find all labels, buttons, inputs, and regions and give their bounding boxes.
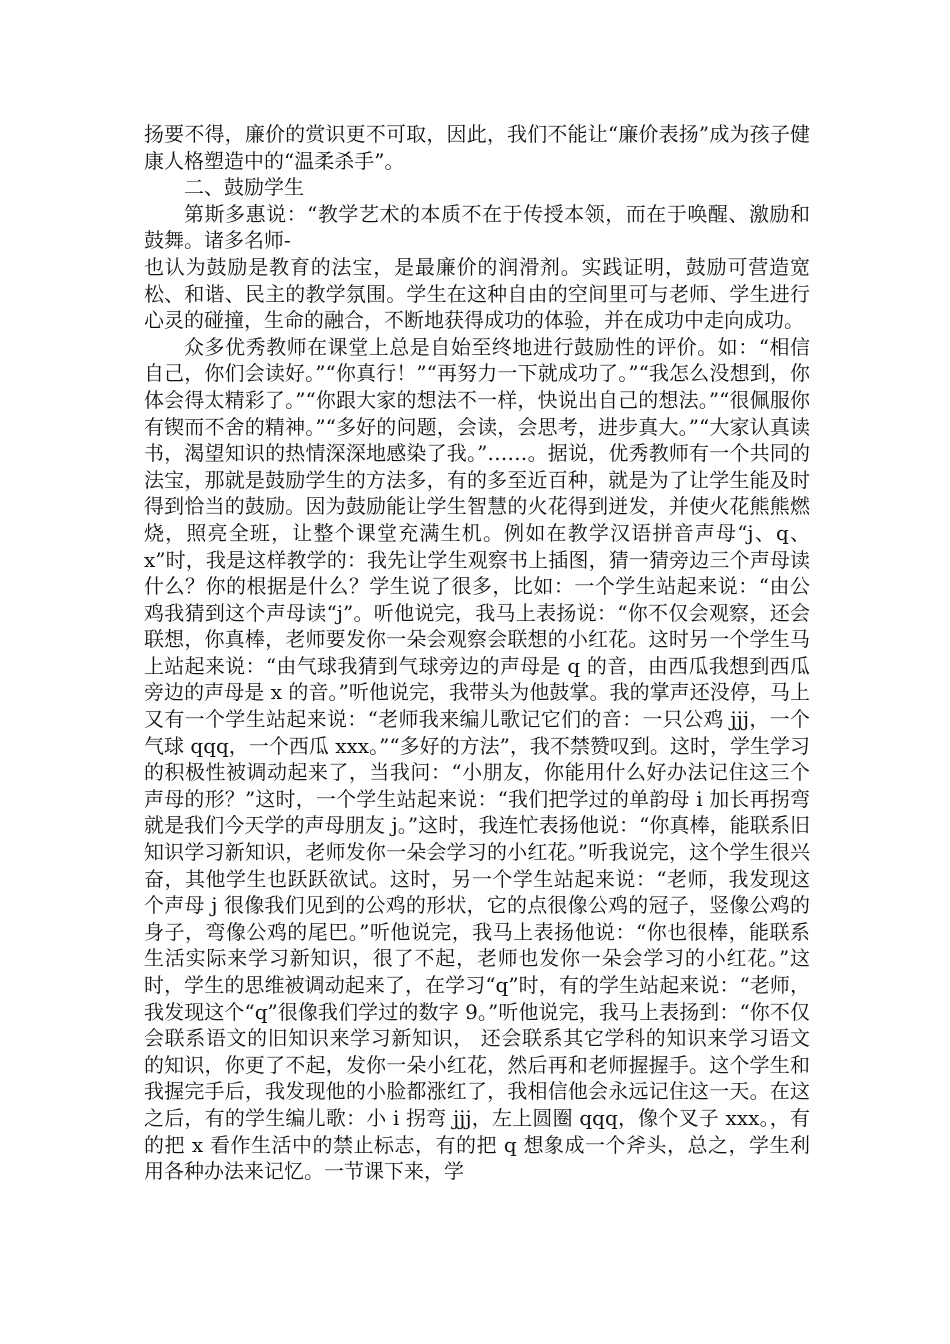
paragraph-encouragement-value: 也认为鼓励是教育的法宝，是最廉价的润滑剂。实践证明，鼓励可营造宽松、和谐、民主的教学氛围。学生在这种自由的空间里可与老师、学生进行心灵的碰撞，生命的融合，不断地获得成功的体验，并在成功中走向成功。 [144,254,810,333]
paragraph-teaching-example: 众多优秀教师在课堂上总是自始至终地进行鼓励性的评价。如：“相信自己，你们会读好。”“你真行！”“再努力一下就成功了。”“我怎么没想到，你体会得太精彩了。”“你跟大家的想法不一样，快说出自己的想法。”“很佩服你有锲而不舍的精神。”“多好的问题，会读，会思考，进步真大。”“大家认真读书，渴望知识的热情深深地感染了我。”……。据说，优秀教师有一个共同的法宝，那就是鼓励学生的方法多，有的多至近百种，就是为了让学生能及时得到恰当的鼓励。因为鼓励能让学生智慧的火花得到迸发，并使火花熊熊燃烧，照亮全班，让整个课堂充满生机。例如在教学汉语拼音声母“j、q、x”时，我是这样教学的：我先让学生观察书上插图，猜一猜旁边三个声母读什么？你的根据是什么？学生说了很多，比如：一个学生站起来说：“由公鸡我猜到这个声母读“j”。听他说完，我马上表扬说：“你不仅会观察，还会联想，你真棒，老师要发你一朵会观察会联想的小红花。这时另一个学生马上站起来说：“由气球我猜到气球旁边的声母是 q 的音，由西瓜我想到西瓜旁边的声母是 x 的音。”听他说完，我带头为他鼓掌。我的掌声还没停，马上又有一个学生站起来说：“老师我来编儿歌记它们的音：一只公鸡 jjj，一个气球 qqq，一个西瓜 xxx。”“多好的方法”，我不禁赞叹到。这时，学生学习的积极性被调动起来了，当我问：“小朋友，你能用什么好办法记住这三个声母的形？”这时，一个学生站起来说：“我们把学过的单韵母 i 加长再拐弯就是我们今天学的声母朋友 j。”这时，我连忙表扬他说：“你真棒，能联系旧知识学习新知识，老师发你一朵会学习的小红花。”听我说完，这个学生很兴奋，其他学生也跃跃欲试。这时，另一个学生站起来说：“老师，我发现这个声母 j 很像我们见到的公鸡的形状，它的点很像公鸡的冠子，竖像公鸡的身子，弯像公鸡的尾巴。”听他说完，我马上表扬他说：“你也很棒，能联系生活实际来学习新知识，很了不起，老师也发你一朵会学习的小红花。”这时，学生的思维被调动起来了，在学习“q”时，有的学生站起来说：“老师，我发现这个“q”很像我们学过的数字 9。”听他说完，我马上表扬到：“你不仅会联系语文的旧知识来学习新知识， 还会联系其它学科的知识来学习语文的知识，你更了不起，发你一朵小红花，然后再和老师握握手。这个学生和我握完手后，我发现他的小脸都涨红了，我相信他会永远记住这一天。在这之后，有的学生编儿歌：小 i 拐弯 jjj，左上圆圈 qqq，像个叉子 xxx。，有的把 x 看作生活中的禁止标志，有的把 q 想象成一个斧头，总之，学生利用各种办法来记忆。一节课下来，学 [144,334,810,1184]
paragraph-continuation: 扬要不得，廉价的赏识更不可取，因此，我们不能让“廉价表扬”成为孩子健康人格塑造中的“温柔杀手”。 [144,122,810,173]
paragraph-quote-diesterweg: 第斯多惠说：“教学艺术的本质不在于传授本领，而在于唤醒、激励和鼓舞。诸多名师- [144,201,810,253]
section-heading-encourage-students: 二、鼓励学生 [184,175,304,200]
document-page [144,121,810,1185]
